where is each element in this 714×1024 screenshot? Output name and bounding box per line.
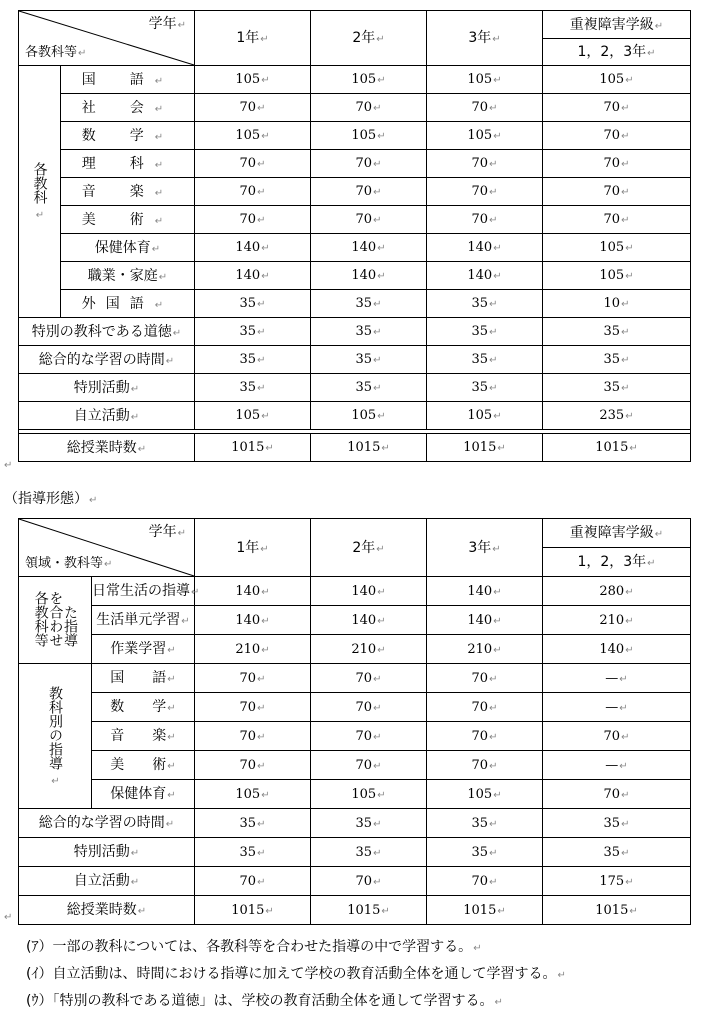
value-cell: 105↵ xyxy=(311,780,427,809)
note-item: (ｳ）「特別の教科である道徳」は、学校の教育活動全体を通して学習する。↵ xyxy=(26,993,503,1009)
table-row xyxy=(19,780,691,809)
value-cell: 35↵ xyxy=(311,346,427,374)
value-cell: 10↵ xyxy=(543,290,691,318)
value-cell: 105↵ xyxy=(311,402,427,430)
value-cell: 70↵ xyxy=(311,664,427,693)
table-row xyxy=(19,751,691,780)
notes-list xyxy=(26,934,566,1015)
value-cell: 140↵ xyxy=(311,606,427,635)
table-row xyxy=(19,318,691,346)
header-grade-2: 2年↵ xyxy=(311,11,427,66)
value-cell: 105↵ xyxy=(195,122,311,150)
value-cell: 35↵ xyxy=(311,318,427,346)
value-cell: 105↵ xyxy=(427,122,543,150)
value-cell: 35↵ xyxy=(427,290,543,318)
subject-label: 理 科↵ xyxy=(61,150,195,178)
subject-label: 日常生活の指導↵ xyxy=(92,577,195,606)
subject-label: 職業・家庭↵ xyxy=(61,262,195,290)
value-cell: 70↵ xyxy=(543,206,691,234)
value-cell: 70↵ xyxy=(195,722,311,751)
value-cell: 105↵ xyxy=(311,66,427,94)
total-value: 1015↵ xyxy=(427,434,543,462)
header-multi-grades: 1，2，3年↵ xyxy=(543,548,691,577)
header-grade-3: 3年↵ xyxy=(427,519,543,577)
subject-label: 数 学↵ xyxy=(61,122,195,150)
table-row xyxy=(19,402,691,430)
group-label-subjects: 各教科 ↵ xyxy=(19,66,61,318)
total-value: 1015↵ xyxy=(195,896,311,925)
value-cell: 70↵ xyxy=(195,693,311,722)
value-cell: 280↵ xyxy=(543,577,691,606)
value-cell: 70↵ xyxy=(311,693,427,722)
value-cell: 35↵ xyxy=(195,318,311,346)
total-label: 総授業時数↵ xyxy=(19,434,195,462)
subject-label: 音 楽↵ xyxy=(92,722,195,751)
value-cell: 70↵ xyxy=(311,150,427,178)
total-value: 1015↵ xyxy=(543,896,691,925)
table-row xyxy=(19,693,691,722)
value-cell: 35↵ xyxy=(543,346,691,374)
table-row xyxy=(19,150,691,178)
value-cell: 210↵ xyxy=(311,635,427,664)
value-cell: 140↵ xyxy=(427,577,543,606)
table-row xyxy=(19,346,691,374)
table-row xyxy=(19,262,691,290)
table-row-total xyxy=(19,434,691,462)
value-cell: 35↵ xyxy=(427,318,543,346)
value-cell: 70↵ xyxy=(543,780,691,809)
value-cell: 105↵ xyxy=(195,780,311,809)
total-value: 1015↵ xyxy=(543,434,691,462)
value-cell: 210↵ xyxy=(195,635,311,664)
table-row xyxy=(19,664,691,693)
group-label-by-subject: 教科別の指導 ↵ xyxy=(19,664,92,809)
subject-label: 外国語↵ xyxy=(61,290,195,318)
header-domain-label: 領域・教科等↵ xyxy=(25,556,113,571)
subject-label: 自立活動↵ xyxy=(19,867,195,896)
table-row xyxy=(19,722,691,751)
group-label-combined: 各教科等を合わせた指導 xyxy=(19,577,92,664)
header-multi-grades: 1，2，3年↵ xyxy=(543,39,691,66)
value-cell: 70↵ xyxy=(543,150,691,178)
total-value: 1015↵ xyxy=(311,896,427,925)
value-cell: 70↵ xyxy=(427,693,543,722)
value-cell: 140↵ xyxy=(311,262,427,290)
subject-label: 保健体育↵ xyxy=(61,234,195,262)
value-cell: 35↵ xyxy=(427,809,543,838)
value-cell: 35↵ xyxy=(195,374,311,402)
value-cell: 210↵ xyxy=(543,606,691,635)
value-cell: 70↵ xyxy=(311,94,427,122)
header-grade-label: 学年↵ xyxy=(148,16,186,32)
value-cell: —↵ xyxy=(543,693,691,722)
subject-label: 特別活動↵ xyxy=(19,838,195,867)
value-cell: 35↵ xyxy=(195,809,311,838)
note-item: (ｱ）一部の教科については、各教科等を合わせた指導の中で学習する。↵ xyxy=(26,939,482,955)
value-cell: 140↵ xyxy=(427,262,543,290)
table-row xyxy=(19,809,691,838)
total-label: 総授業時数↵ xyxy=(19,896,195,925)
value-cell: 105↵ xyxy=(427,402,543,430)
total-value: 1015↵ xyxy=(311,434,427,462)
value-cell: 105↵ xyxy=(195,402,311,430)
value-cell: 70↵ xyxy=(311,751,427,780)
value-cell: 70↵ xyxy=(427,664,543,693)
value-cell: 140↵ xyxy=(311,577,427,606)
value-cell: 70↵ xyxy=(543,178,691,206)
value-cell: —↵ xyxy=(543,751,691,780)
value-cell: 35↵ xyxy=(195,346,311,374)
value-cell: 35↵ xyxy=(195,290,311,318)
value-cell: 70↵ xyxy=(311,722,427,751)
subject-label: 特別活動↵ xyxy=(19,374,195,402)
header-diagonal-cell xyxy=(19,519,195,577)
table-row xyxy=(19,635,691,664)
value-cell: 35↵ xyxy=(427,374,543,402)
value-cell: 140↵ xyxy=(311,234,427,262)
value-cell: 70↵ xyxy=(543,722,691,751)
header-diagonal-cell xyxy=(19,11,195,66)
table-row xyxy=(19,178,691,206)
value-cell: 70↵ xyxy=(195,178,311,206)
header-grade-2: 2年↵ xyxy=(311,519,427,577)
header-multi-disability: 重複障害学級↵ xyxy=(543,519,691,548)
header-grade-label: 学年↵ xyxy=(148,524,186,540)
table-row xyxy=(19,122,691,150)
value-cell: 140↵ xyxy=(427,234,543,262)
header-grade-1: 1年↵ xyxy=(195,519,311,577)
table-row xyxy=(19,206,691,234)
value-cell: 210↵ xyxy=(427,635,543,664)
subject-label: 保健体育↵ xyxy=(92,780,195,809)
value-cell: —↵ xyxy=(543,664,691,693)
value-cell: 70↵ xyxy=(311,867,427,896)
value-cell: 70↵ xyxy=(311,178,427,206)
subject-label: 美 術↵ xyxy=(61,206,195,234)
table-row xyxy=(19,66,691,94)
value-cell: 70↵ xyxy=(427,867,543,896)
value-cell: 140↵ xyxy=(427,606,543,635)
value-cell: 70↵ xyxy=(543,94,691,122)
value-cell: 70↵ xyxy=(427,94,543,122)
value-cell: 35↵ xyxy=(427,838,543,867)
total-value: 1015↵ xyxy=(195,434,311,462)
note-item: (ｲ）自立活動は、時間における指導に加えて学校の教育活動全体を通して学習する。↵ xyxy=(26,966,566,982)
value-cell: 70↵ xyxy=(543,122,691,150)
value-cell: 140↵ xyxy=(195,577,311,606)
value-cell: 35↵ xyxy=(543,318,691,346)
subject-label: 社 会↵ xyxy=(61,94,195,122)
table-row xyxy=(19,234,691,262)
subject-label: 特別の教科である道徳↵ xyxy=(19,318,195,346)
table-row xyxy=(19,374,691,402)
value-cell: 70↵ xyxy=(427,206,543,234)
paragraph-mark: ↵ xyxy=(4,460,13,471)
table-row xyxy=(19,577,691,606)
value-cell: 70↵ xyxy=(195,867,311,896)
value-cell: 70↵ xyxy=(195,206,311,234)
subject-label: 数 学↵ xyxy=(92,693,195,722)
value-cell: 35↵ xyxy=(543,809,691,838)
header-grade-1: 1年↵ xyxy=(195,11,311,66)
value-cell: 175↵ xyxy=(543,867,691,896)
value-cell: 35↵ xyxy=(311,809,427,838)
value-cell: 35↵ xyxy=(543,374,691,402)
value-cell: 105↵ xyxy=(427,66,543,94)
value-cell: 70↵ xyxy=(195,751,311,780)
table-row xyxy=(19,606,691,635)
value-cell: 35↵ xyxy=(195,838,311,867)
value-cell: 70↵ xyxy=(427,751,543,780)
subject-label: 国 語↵ xyxy=(61,66,195,94)
value-cell: 70↵ xyxy=(311,206,427,234)
value-cell: 140↵ xyxy=(543,635,691,664)
paragraph-mark: ↵ xyxy=(4,912,13,923)
value-cell: 35↵ xyxy=(543,838,691,867)
curriculum-hours-table-by-subject xyxy=(18,10,691,462)
subject-label: 美 術↵ xyxy=(92,751,195,780)
subject-label: 作業学習↵ xyxy=(92,635,195,664)
value-cell: 35↵ xyxy=(311,838,427,867)
value-cell: 35↵ xyxy=(311,374,427,402)
header-grade-3: 3年↵ xyxy=(427,11,543,66)
table-row xyxy=(19,867,691,896)
value-cell: 140↵ xyxy=(195,606,311,635)
value-cell: 235↵ xyxy=(543,402,691,430)
total-value: 1015↵ xyxy=(427,896,543,925)
subject-label: 自立活動↵ xyxy=(19,402,195,430)
value-cell: 105↵ xyxy=(543,66,691,94)
value-cell: 105↵ xyxy=(195,66,311,94)
table-row-total xyxy=(19,896,691,925)
value-cell: 70↵ xyxy=(195,664,311,693)
value-cell: 105↵ xyxy=(427,780,543,809)
subject-label: 総合的な学習の時間↵ xyxy=(19,346,195,374)
value-cell: 35↵ xyxy=(311,290,427,318)
value-cell: 70↵ xyxy=(427,722,543,751)
value-cell: 35↵ xyxy=(427,346,543,374)
subject-label: 生活単元学習↵ xyxy=(92,606,195,635)
value-cell: 140↵ xyxy=(195,234,311,262)
header-subject-label: 各教科等↵ xyxy=(25,45,87,60)
table-row xyxy=(19,290,691,318)
value-cell: 140↵ xyxy=(195,262,311,290)
section-heading-instruction-form: （指導形態）↵ xyxy=(4,491,98,507)
value-cell: 70↵ xyxy=(427,150,543,178)
value-cell: 105↵ xyxy=(543,262,691,290)
curriculum-hours-table-by-instruction xyxy=(18,518,691,925)
subject-label: 国 語↵ xyxy=(92,664,195,693)
value-cell: 105↵ xyxy=(543,234,691,262)
table-row xyxy=(19,94,691,122)
table-row xyxy=(19,838,691,867)
value-cell: 70↵ xyxy=(195,94,311,122)
header-multi-disability: 重複障害学級↵ xyxy=(543,11,691,39)
subject-label: 音 楽↵ xyxy=(61,178,195,206)
subject-label: 総合的な学習の時間↵ xyxy=(19,809,195,838)
value-cell: 70↵ xyxy=(427,178,543,206)
value-cell: 70↵ xyxy=(195,150,311,178)
value-cell: 105↵ xyxy=(311,122,427,150)
